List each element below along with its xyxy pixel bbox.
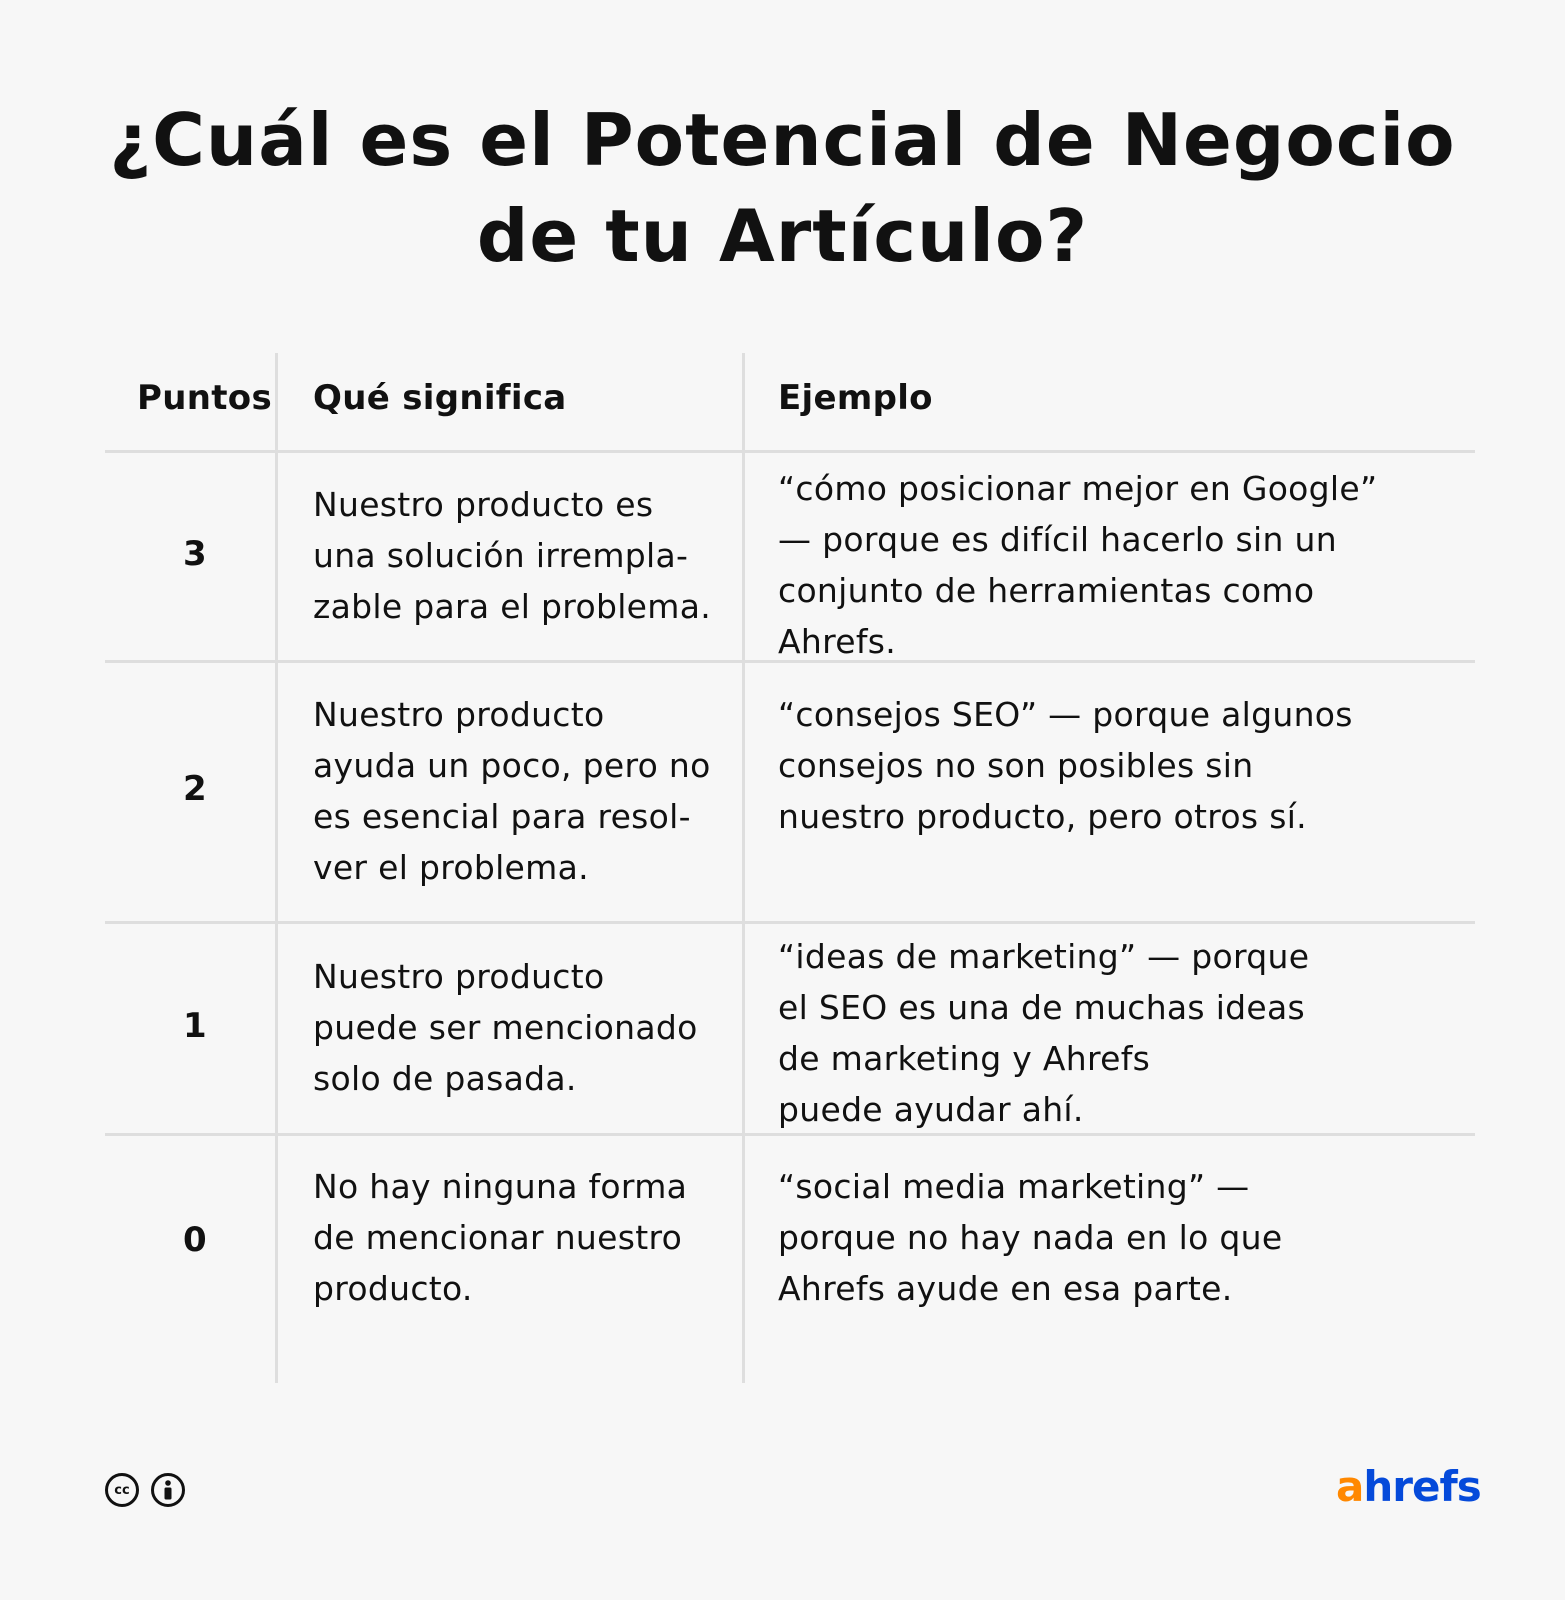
title-line-2: de tu Artículo? (476, 194, 1089, 278)
header-example: Ejemplo (778, 378, 933, 418)
page-title (60, 92, 1505, 284)
row-meaning: Nuestro producto puede ser mencionado solo de pasada. (313, 957, 698, 1098)
row-points: 1 (183, 1006, 207, 1046)
row-meaning: No hay ninguna forma de mencionar nuestro producto. (313, 1167, 688, 1308)
ahrefs-logo (1336, 1462, 1481, 1512)
logo-letter-a: a (1336, 1462, 1364, 1511)
header-points: Puntos (137, 378, 272, 418)
column-divider (742, 353, 745, 1383)
header-meaning: Qué significa (313, 378, 567, 418)
row-points: 3 (183, 534, 207, 574)
row-meaning: Nuestro producto es una solución irrempla- zable para el problema. (313, 485, 712, 626)
attribution-icon (151, 1473, 185, 1507)
row-divider (105, 450, 1475, 453)
row-example: “cómo posicionar mejor en Google” — porque es difícil hacerlo sin un conjunto de herramientas como Ahrefs. (778, 469, 1378, 661)
license-icons (105, 1473, 185, 1507)
person-icon (158, 1479, 178, 1501)
row-divider (105, 921, 1475, 924)
row-points: 2 (183, 769, 207, 809)
logo-letters: hrefs (1363, 1462, 1481, 1511)
row-example: “consejos SEO” — porque algunos consejos no son posibles sin nuestro producto, pero otros sí. (778, 695, 1353, 836)
row-meaning: Nuestro producto ayuda un poco, pero no es esencial para resol- ver el problema. (313, 695, 711, 887)
cc-icon: cc (105, 1473, 139, 1507)
business-potential-table (105, 353, 1475, 1383)
row-points: 0 (183, 1220, 207, 1260)
row-example: “ideas de marketing” — porque el SEO es una de muchas ideas de marketing y Ahrefs puede ayudar ahí. (778, 937, 1310, 1129)
title-line-1: ¿Cuál es el Potencial de Negocio (109, 98, 1456, 182)
row-example: “social media marketing” — porque no hay nada en lo que Ahrefs ayude en esa parte. (778, 1167, 1283, 1308)
